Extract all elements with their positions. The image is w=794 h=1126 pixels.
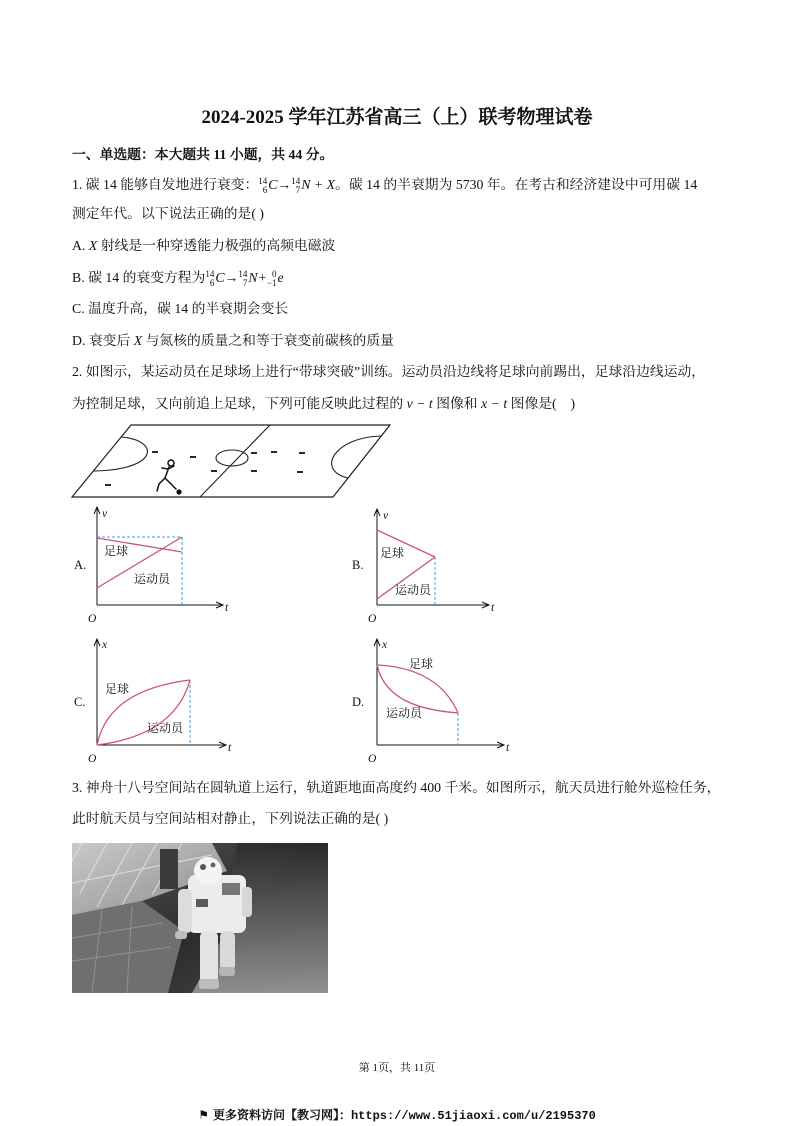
q1-stem-suffix: 。碳 14 的半衰期为 5730 年。在考古和经济建设中可用碳 14 xyxy=(335,177,698,192)
field-player-marks xyxy=(105,452,305,485)
promo-url[interactable]: https://www.51jiaoxi.com/u/2195370 xyxy=(350,1109,596,1123)
charge-number: −1 xyxy=(266,277,277,288)
carbon-14-nuclide xyxy=(258,173,277,197)
x-axis-label: t xyxy=(228,742,232,754)
q2-stem-line-2 xyxy=(72,392,732,416)
y-axis-label: v xyxy=(102,508,108,520)
option-label: D. xyxy=(72,333,89,348)
v-t-notation: v − t xyxy=(406,396,433,411)
graph-letter: D. xyxy=(352,695,365,709)
electron-symbol: e xyxy=(277,270,284,285)
electron-particle xyxy=(267,266,284,290)
q3-stem-line-2: 此时航天员与空间站相对静止，下列说法正确的是( ) xyxy=(72,811,389,826)
atomic-number: 7 xyxy=(242,277,248,288)
x-t-notation: x − t xyxy=(481,396,508,411)
q2-stem-mid: 图像和 xyxy=(432,396,482,411)
origin-label: O xyxy=(368,753,377,764)
q1-option-c xyxy=(72,297,732,321)
player-label: 运动员 xyxy=(134,572,171,586)
field-left-arc xyxy=(93,437,147,471)
atomic-number: 7 xyxy=(295,184,301,195)
nitrogen-14-nuclide xyxy=(291,173,310,197)
q2-stem-line-1: 2. 如图示，某运动员在足球场上进行“带球突破”训练。运动员沿边线将足球向前踢出，足球沿边线运动， xyxy=(72,364,706,379)
element-symbol: C xyxy=(215,270,225,285)
football-field-figure xyxy=(70,420,395,502)
element-symbol: N xyxy=(301,177,311,192)
reaction-arrow: → xyxy=(277,177,292,192)
option-text-pre: 衰变后 xyxy=(88,333,134,348)
page-number: 第 1页，共 11页 xyxy=(358,1062,436,1074)
x-axis-label: t xyxy=(491,602,495,614)
q1-stem-prefix: 1. 碳 14 能够自发地进行衰变： xyxy=(72,177,259,192)
origin-label: O xyxy=(88,753,97,764)
field-center-line xyxy=(200,425,270,497)
graph-letter: C. xyxy=(74,695,86,709)
option-text: 碳 14 的衰变方程为 xyxy=(88,270,206,285)
equation-tail: + X xyxy=(310,177,336,192)
graph-b xyxy=(345,500,505,630)
q1-stem-line-2: 测定年代。以下说法正确的是( ) xyxy=(72,206,264,221)
option-label: C. xyxy=(72,301,89,316)
element-symbol: C xyxy=(268,177,278,192)
origin-label: O xyxy=(368,613,377,625)
exam-title: 2024-2025 学年江苏省高三（上）联考物理试卷 xyxy=(201,107,593,128)
origin-label: O xyxy=(88,613,97,625)
player-label: 运动员 xyxy=(386,706,423,720)
runner-icon xyxy=(157,460,176,491)
section-heading: 一、单选题：本大题共 11 小题，共 44 分。 xyxy=(72,147,334,162)
graph-c xyxy=(60,632,240,764)
q1-option-d xyxy=(72,329,732,353)
y-axis-label: x xyxy=(382,639,388,651)
plus-sign: + xyxy=(257,270,267,285)
player-label: 运动员 xyxy=(395,583,432,597)
y-axis-label: x xyxy=(102,639,108,651)
field-outline xyxy=(72,425,390,497)
graph-letter: A. xyxy=(74,558,87,572)
field-right-arc xyxy=(332,436,381,478)
astronaut-photo xyxy=(72,843,328,993)
q2-stem-post: 图像是( ) xyxy=(507,396,576,411)
option-text-post: 与氮核的质量之和等于衰变前碳核的质量 xyxy=(142,333,394,348)
option-label: A. xyxy=(72,238,89,253)
q2-stem-pre: 为控制足球，又向前追上足球，下列可能反映此过程的 xyxy=(72,396,407,411)
flag-icon: ⚑ xyxy=(198,1108,209,1122)
carbon-14-nuclide xyxy=(205,266,224,290)
q1-option-b xyxy=(72,266,732,290)
graph-d xyxy=(345,632,515,764)
option-text: 射线是一种穿透能力极强的高频电磁波 xyxy=(97,238,336,253)
graph-a xyxy=(60,500,240,630)
q3-stem-line-1: 3. 神舟十八号空间站在圆轨道上运行，轨道距地面高度约 400 千米。如图所示，航天员进行舱外巡检任务， xyxy=(72,780,721,795)
ball-label: 足球 xyxy=(380,546,405,560)
ball-label: 足球 xyxy=(105,682,130,696)
option-text: 温度升高，碳 14 的半衰期会变长 xyxy=(88,301,289,316)
reaction-arrow: → xyxy=(224,270,239,285)
player-label: 运动员 xyxy=(147,721,184,735)
variable-x: X xyxy=(88,238,98,253)
ball-label: 足球 xyxy=(409,657,434,671)
atomic-number: 6 xyxy=(262,184,268,195)
atomic-number: 6 xyxy=(209,277,215,288)
element-symbol: N xyxy=(248,270,258,285)
mass-number: 0 xyxy=(271,268,277,279)
ball-icon xyxy=(176,489,181,494)
mass-number: 14 xyxy=(258,175,268,186)
mass-number: 14 xyxy=(291,175,301,186)
promo-prefix: 更多资料访问【教习网】： xyxy=(212,1109,351,1123)
x-axis-label: t xyxy=(506,742,510,754)
graph-letter: B. xyxy=(352,558,364,572)
nitrogen-14-nuclide xyxy=(238,266,257,290)
variable-x: X xyxy=(133,333,143,348)
mass-number: 14 xyxy=(238,268,248,279)
ball-label: 足球 xyxy=(104,544,129,558)
mass-number: 14 xyxy=(205,268,215,279)
promo-link[interactable] xyxy=(0,1105,794,1125)
x-axis-label: t xyxy=(225,602,229,614)
q1-option-a xyxy=(72,234,732,258)
y-axis-label: v xyxy=(383,510,389,522)
q1-stem-line-1 xyxy=(72,173,732,197)
option-label: B. xyxy=(72,270,89,285)
